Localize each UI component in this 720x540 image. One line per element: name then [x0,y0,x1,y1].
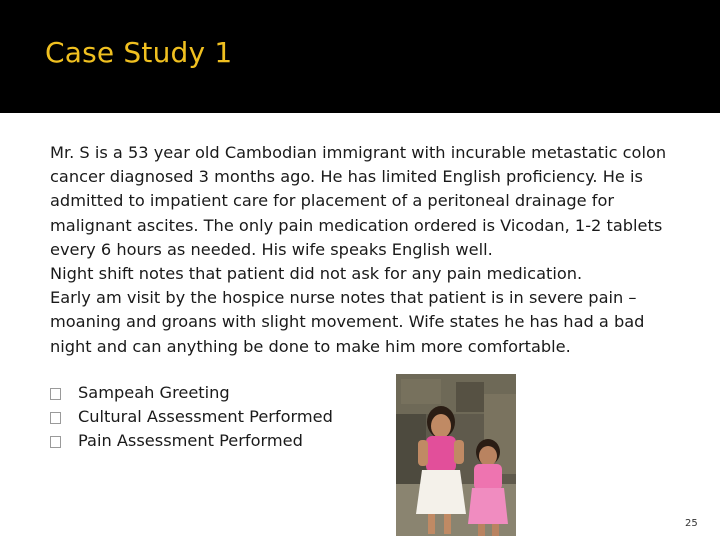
bullet-text: Cultural Assessment Performed [78,407,333,426]
paragraph-nurse-visit: Early am visit by the hospice nurse notes that patient is in severe pain – moaning and groans with slight movement. Wife states he has had a bad night and can anything be done to make him more comfortable. [50,288,645,356]
bullet-box-icon [50,412,61,424]
bullet-box-icon [50,388,61,400]
bullet-list [50,381,333,453]
slide-title: Case Study 1 [45,36,233,69]
bullet-box-icon [50,436,61,448]
photo-two-children [396,374,516,536]
list-item [50,405,333,429]
title-bar [0,0,720,113]
bullet-text: Sampeah Greeting [78,383,230,402]
page-number: 25 [685,518,698,529]
list-item [50,381,333,405]
list-item [50,429,333,453]
paragraph-night-shift: Night shift notes that patient did not ask for any pain medication. [50,264,583,284]
case-description [50,141,690,359]
bullet-text: Pain Assessment Performed [78,431,303,450]
paragraph-history: Mr. S is a 53 year old Cambodian immigrant with incurable metastatic colon cancer diagnosed 3 months ago. He has limited English proficiency. He is admitted to impatient care for placement of a peritoneal drainage for malignant ascites. The only pain medication ordered is Vicodan, 1-2 tablets every 6 hours as needed. His wife speaks English well. [50,143,667,259]
